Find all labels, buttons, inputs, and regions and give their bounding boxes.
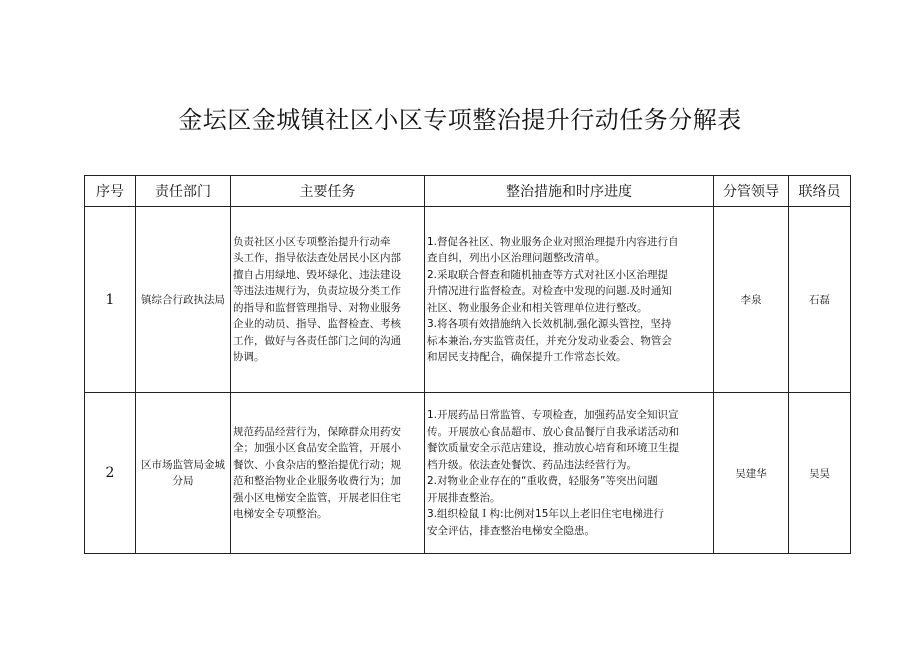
liaison-officer: 石磊 bbox=[789, 207, 851, 393]
task-table bbox=[84, 175, 851, 554]
row-number: 1 bbox=[85, 207, 136, 393]
header-dept: 责任部门 bbox=[136, 176, 231, 207]
measure-line: 餐饮质量安全示范店建设，推动放心培育和环境卫生提 bbox=[427, 442, 679, 454]
main-task bbox=[231, 207, 425, 393]
measures-and-schedule bbox=[425, 393, 714, 554]
table-row bbox=[85, 207, 851, 393]
measure-line: 升情况进行监督检查。对检查中发现的问题.及时通知 bbox=[427, 285, 672, 297]
task-line: 工作，做好与各责任部门之间的沟通 bbox=[233, 334, 401, 347]
supervising-leader: 吴建华 bbox=[714, 393, 789, 554]
task-line: 强小区电梯安全监管，开展老旧住宅 bbox=[233, 491, 401, 504]
measure-line: 档升级。依法查处餐饮、药品违法经营行为。 bbox=[427, 458, 637, 471]
task-line: 头工作，指导依法查处居民小区内部 bbox=[233, 252, 401, 264]
table-row bbox=[85, 393, 851, 554]
header-no: 序号 bbox=[85, 176, 136, 207]
header-measures: 整治措施和时序进度 bbox=[425, 176, 714, 207]
measure-line: 3.将各项有效措施纳入长效机制,强化源头管控，坚持 bbox=[427, 318, 672, 330]
header-leader: 分管领导 bbox=[714, 176, 789, 207]
measure-line: 和居民支持配合，确保提升工作常态长效。 bbox=[427, 351, 627, 363]
measure-line: 传。开展放心食品超市、放心食品餐厅自我承诺活动和 bbox=[427, 425, 679, 438]
responsible-department: 区市场监管局金城分局 bbox=[136, 393, 231, 554]
task-line: 的指导和监督管理指导、对物业服务 bbox=[233, 301, 401, 314]
task-line: 协调。 bbox=[233, 351, 265, 363]
task-line: 擅自占用绿地、毁坏绿化、违法建设 bbox=[233, 268, 401, 281]
task-line: 负责社区小区专项整治提升行动牵 bbox=[233, 235, 391, 248]
measure-line: 社区、物业服务企业和相关管理单位进行整改。 bbox=[427, 301, 648, 314]
liaison-officer: 吴昊 bbox=[789, 393, 851, 554]
header-liaison: 联络员 bbox=[789, 176, 851, 207]
measure-line: 查自纠，列出小区治理问题整改清单。 bbox=[427, 252, 606, 264]
measure-line: 标本兼治,夯实监管责任，并充分发动业委会、物管会 bbox=[427, 334, 672, 347]
measure-line: 安全评估，排查整治电梯安全隐患。 bbox=[427, 524, 595, 537]
main-task bbox=[231, 393, 425, 554]
task-line: 餐饮、小食杂店的整治提优行动；规 bbox=[233, 458, 401, 471]
row-number: 2 bbox=[85, 393, 136, 554]
task-line: 范和整治物业企业服务收费行为；加 bbox=[233, 475, 401, 487]
measure-line: 3.组织检鼠Ｉ构:比例对15年以上老旧住宅电梯进行 bbox=[427, 508, 664, 520]
supervising-leader: 李泉 bbox=[714, 207, 789, 393]
measure-line: 1.督促各社区、物业服务企业对照治理提升内容进行自 bbox=[427, 235, 679, 248]
measure-line: 开展排查整治。 bbox=[427, 491, 501, 504]
measures-and-schedule bbox=[425, 207, 714, 393]
task-line: 企业的动员、指导、监督检查、考核 bbox=[233, 318, 401, 330]
responsible-department: 镇综合行政执法局 bbox=[136, 207, 231, 393]
page-title: 金坛区金城镇社区小区专项整治提升行动任务分解表 bbox=[178, 106, 742, 134]
measure-line: 2.采取联合督查和随机抽查等方式对社区小区治理提 bbox=[427, 268, 669, 281]
table-header-row bbox=[85, 176, 851, 207]
task-line: 电梯安全专项整治。 bbox=[233, 508, 328, 520]
task-line: 等违法违规行为，负责垃圾分类工作 bbox=[233, 285, 401, 297]
measure-line: 1.开展药品日常监管、专项检查，加强药品安全知识宣 bbox=[427, 409, 679, 421]
measure-line: 2.对物业企业存在的“重收费，轻服务”等突出问题 bbox=[427, 475, 658, 487]
header-task: 主要任务 bbox=[231, 176, 425, 207]
task-line: 规范药品经营行为，保障群众用药安 bbox=[233, 425, 401, 438]
task-line: 全；加强小区食品安全监管，开展小 bbox=[233, 442, 401, 454]
